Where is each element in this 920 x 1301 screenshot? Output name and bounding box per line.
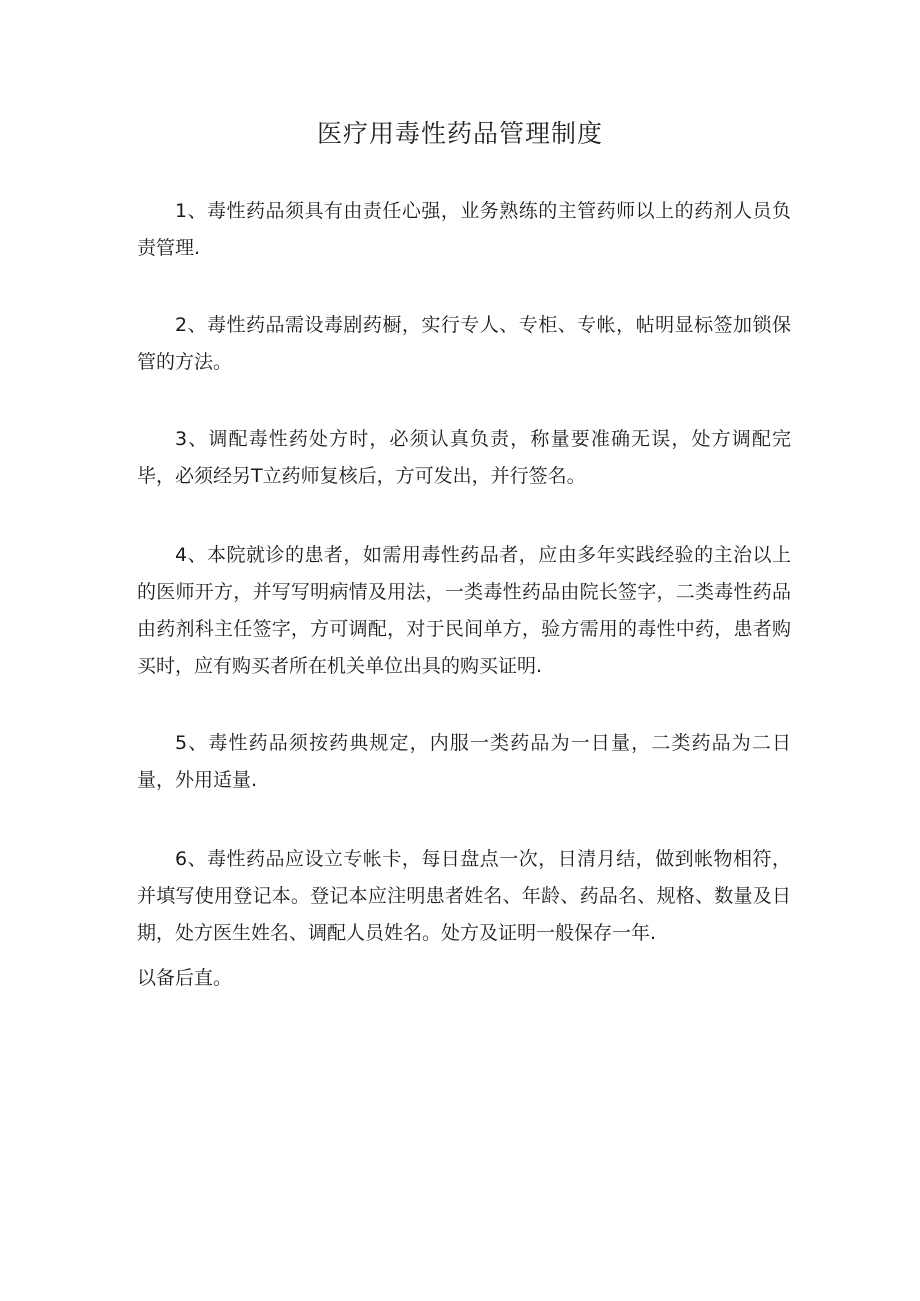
clause-list — [137, 193, 791, 997]
trailing-text: 以备后直。 — [137, 967, 233, 989]
clause-3: 3、调配毒性药处方时，必须认真负责，称量要准确无误，处方调配完毕，必须经另T立药师复核后，方可发出，并行签名。 — [137, 428, 791, 487]
clause-6: 6、毒性药品应设立专帐卡，每日盘点一次，日清月结，做到帐物相符，并填写使用登记本。登记本应注明患者姓名、年龄、药品名、规格、数量及日期，处方医生姓名、调配人员姓名。处方及证明一般保存一年. — [137, 848, 791, 944]
document-title: 医疗用毒性药品管理制度 — [316, 119, 603, 148]
clause-4: 4、本院就诊的患者，如需用毒性药品者，应由多年实践经验的主治以上的医师开方，并写写明病情及用法，一类毒性药品由院长签字，二类毒性药品由药剂科主任签字，方可调配，对于民间单方，验方需用的毒性中药，患者购买时，应有购买者所在机关单位出具的购买证明. — [137, 544, 791, 677]
clause-1: 1、毒性药品须具有由责任心强，业务熟练的主管药师以上的药剂人员负责管理. — [137, 200, 791, 259]
clause-2: 2、毒性药品需设毒剧药橱，实行专人、专柜、专帐，帖明显标签加锁保管的方法。 — [137, 314, 791, 373]
clause-5: 5、毒性药品须按药典规定，内服一类药品为一日量，二类药品为二日量，外用适量. — [137, 732, 791, 791]
